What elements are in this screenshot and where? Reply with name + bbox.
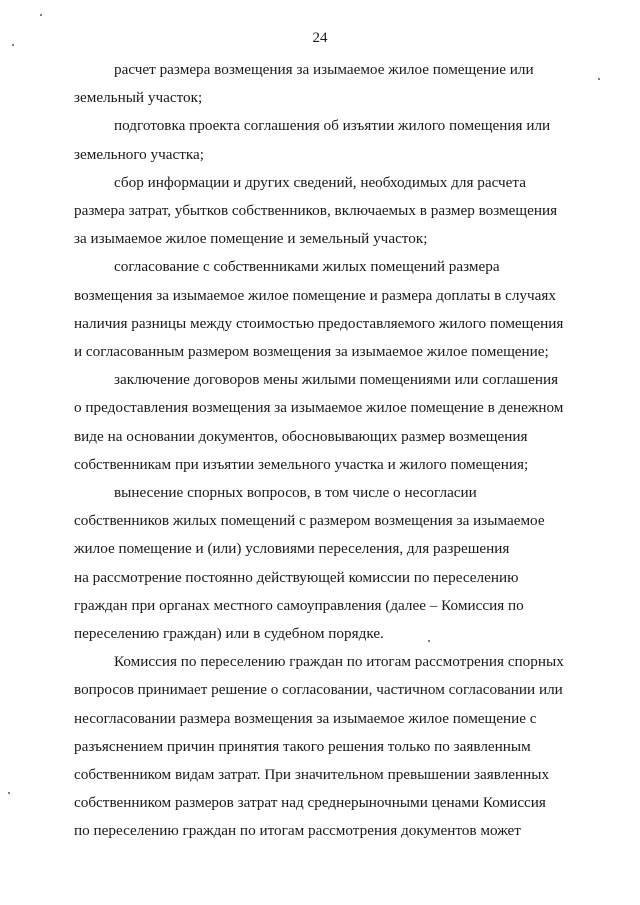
document-body — [74, 56, 568, 846]
paragraph-contract-conclusion: заключение договоров мены жилыми помещениями или соглашения о предоставления возмещения за изымаемое жилое помещение в денежном виде на основании документов, обосновывающих размер возмещения собственникам при изъятии земельного участка и жилого помещения; — [74, 371, 564, 473]
page-number: 24 — [312, 30, 328, 46]
scan-artifact-dot — [598, 78, 600, 80]
paragraph-owner-coordination: согласование с собственниками жилых помещений размера возмещения за изымаемое жилое помещение и размера доплаты в случаях наличия разницы между стоимостью предоставляемого жилого помещения и согласованным размером возмещения за изымаемое жилое помещение; — [74, 258, 564, 361]
paragraph-commission-decision: Комиссия по переселению граждан по итогам рассмотрения спорных вопросов принимает решение о согласовании, частичном согласовании или несогласовании размера возмещения за изымаемое жилое помещение с разъяснением причин принятия такого решения только по заявленным собственником видам затрат. При значительном превышении заявленных собственником размеров затрат над среднерыночными ценами Комиссия по переселению граждан по итогам рассмотрения документов может — [74, 653, 564, 840]
paragraph-disputed-issues: вынесение спорных вопросов, в том числе о несогласии собственников жилых помещений с размером возмещения за изымаемое жилое помещение и (или) условиями переселения, для разрешения на рассмотрение постоянно действующей комиссии по переселению граждан при органах местного самоуправления (далее – Комиссия по переселению граждан) или в судебном порядке. — [74, 484, 545, 643]
paragraph-agreement-draft: подготовка проекта соглашения об изъятии жилого помещения или земельного участка; — [74, 117, 551, 163]
scan-artifact-dot — [40, 14, 42, 16]
scan-artifact-dot — [12, 44, 14, 46]
paragraph-information-collection: сбор информации и других сведений, необходимых для расчета размера затрат, убытков собственников, включаемых в размер возмещения за изымаемое жилое помещение и земельный участок; — [74, 173, 558, 248]
scan-artifact-dot — [8, 792, 10, 794]
paragraph-compensation-calculation: расчет размера возмещения за изымаемое жилое помещение или земельный участок; — [74, 61, 534, 107]
scan-artifact-dot — [428, 640, 430, 642]
